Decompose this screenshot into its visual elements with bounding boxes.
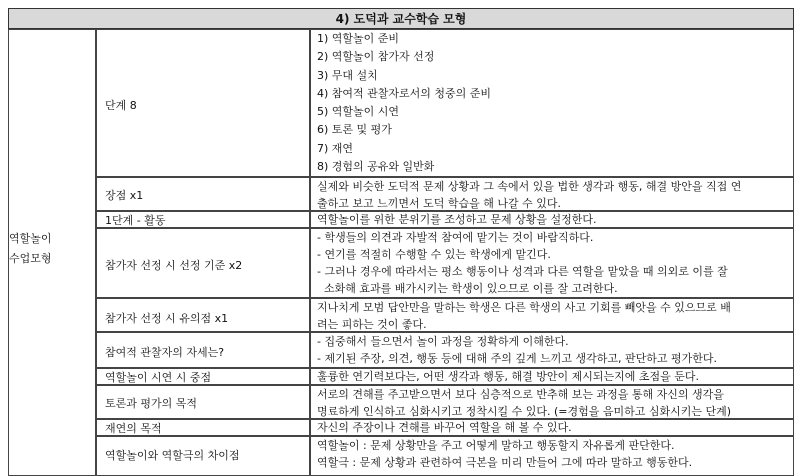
row-content-cell	[310, 436, 794, 476]
content-line: 명료하게 인식하고 심화시키고 정착시킬 수 있다. (=경험을 음미하고 심화시키는 단계)	[317, 405, 732, 418]
content-line: 자신의 주장이나 견해를 바꾸어 역할을 해 볼 수 있다.	[317, 421, 572, 434]
row-label: 역할놀이 시연 시 중점	[105, 371, 212, 384]
row-content-cell	[310, 29, 794, 177]
row-content	[317, 437, 789, 471]
content-line: 출하고 보고 느끼면서 도덕 학습을 해 나갈 수 있다.	[317, 197, 561, 210]
row-label-cell	[96, 436, 310, 476]
row-label: 참가자 선정 시 선정 기준 x2	[105, 259, 243, 272]
row-content	[317, 229, 789, 297]
row-label: 단계 8	[105, 99, 137, 112]
row-content-cell	[310, 211, 794, 228]
content-line: - 연기를 적절히 수행할 수 있는 학생에게 맡긴다.	[317, 248, 551, 261]
row-content	[317, 299, 789, 333]
content-line: 소화해 효과를 배가시키는 학생이 있으므로 이를 잘 고려한다.	[317, 282, 618, 295]
row-label: 역할놀이와 역할극의 차이점	[105, 449, 240, 462]
content-line: 역할놀이를 위한 분위기를 조성하고 문제 상황을 설정한다.	[317, 213, 597, 226]
row-content-cell	[310, 385, 794, 419]
content-line: - 그러나 경우에 따라서는 평소 행동이나 성격과 다른 역할을 맡았을 때 의외로 이를 잘	[317, 265, 728, 278]
row-label-cell	[96, 368, 310, 385]
row-label-cell	[96, 29, 310, 177]
row-label: 1단계 - 활동	[105, 214, 166, 227]
row-label: 참가자 선정 시 유의점 x1	[105, 312, 229, 325]
row-label-cell	[96, 298, 310, 332]
row-label: 토론과 평가의 목적	[105, 397, 198, 410]
row-content	[317, 419, 789, 436]
content-line: 실제와 비슷한 도덕적 문제 상황과 그 속에서 있을 법한 생각과 행동, 해결 방안을 직접 연	[317, 180, 742, 193]
content-line: 7) 재연	[317, 141, 354, 155]
row-label-cell	[96, 385, 310, 419]
content-line: 역할극 : 문제 상황과 관련하여 극본을 미리 만들어 그에 따라 말하고 행동한다.	[317, 456, 693, 469]
row-content-cell	[310, 368, 794, 385]
content-line: 1) 역할놀이 준비	[317, 32, 400, 45]
content-line: 훌륭한 연기력보다는, 어떤 생각과 행동, 해결 방안이 제시되는지에 초점을 둔다.	[317, 370, 699, 383]
content-line: 4) 참여적 관찰자로서의 청중의 준비	[317, 86, 492, 100]
row-content-cell	[310, 177, 794, 211]
row-content-cell	[310, 332, 794, 368]
row-content-cell	[310, 228, 794, 298]
row-content-cell	[310, 419, 794, 436]
content-line: 역할놀이 : 문제 상황만을 주고 어떻게 말하고 행동할지 자유롭게 판단한다.	[317, 439, 675, 452]
row-label-cell	[96, 419, 310, 436]
content-line: 8) 경험의 공유와 일반화	[317, 160, 435, 174]
content-line: 지나치게 모범 답안만을 말하는 학생은 다른 학생의 사고 기회를 빼앗을 수 있으므로 배	[317, 301, 731, 314]
content-line: - 학생들의 의견과 자발적 참여에 맡기는 것이 바람직하다.	[317, 231, 594, 244]
content-line: 5) 역할놀이 시연	[317, 105, 400, 119]
row-label-cell	[96, 228, 310, 298]
table-title: 4) 도덕과 교수학습 모형	[8, 8, 794, 29]
row-content	[317, 178, 789, 212]
content-line: 2) 역할놀이 참가자 선정	[317, 50, 435, 64]
content-line: - 집중해서 들으면서 놀이 과정을 정확하게 이해한다.	[317, 335, 569, 348]
row-content-cell	[310, 298, 794, 332]
model-label	[9, 229, 89, 269]
content-line: - 제기된 주장, 의견, 행동 등에 대해 주의 깊게 느끼고 생각하고, 판단하고 평가한다.	[317, 352, 717, 365]
row-content	[317, 211, 789, 228]
content-line: 6) 토론 및 평가	[317, 123, 392, 137]
model-label-line1: 역할놀이	[9, 232, 52, 245]
content-line: 3) 무대 설치	[317, 68, 378, 82]
row-label: 참여적 관찰자의 자세는?	[105, 346, 225, 359]
content-line: 려는 피하는 것이 좋다.	[317, 318, 427, 331]
row-label: 장점 x1	[105, 189, 144, 202]
row-content	[317, 368, 789, 385]
row-label-cell	[96, 332, 310, 368]
row-content	[317, 30, 789, 176]
row-content	[317, 386, 789, 420]
row-content	[317, 333, 789, 367]
model-label-line2: 수업모형	[9, 252, 52, 265]
content-line: 서로의 견해를 주고받으면서 보다 심층적으로 반추해 보는 과정을 통해 자신의 생각을	[317, 388, 724, 401]
row-label: 재연의 목적	[105, 422, 162, 435]
row-label-cell	[96, 177, 310, 211]
row-label-cell	[96, 211, 310, 228]
